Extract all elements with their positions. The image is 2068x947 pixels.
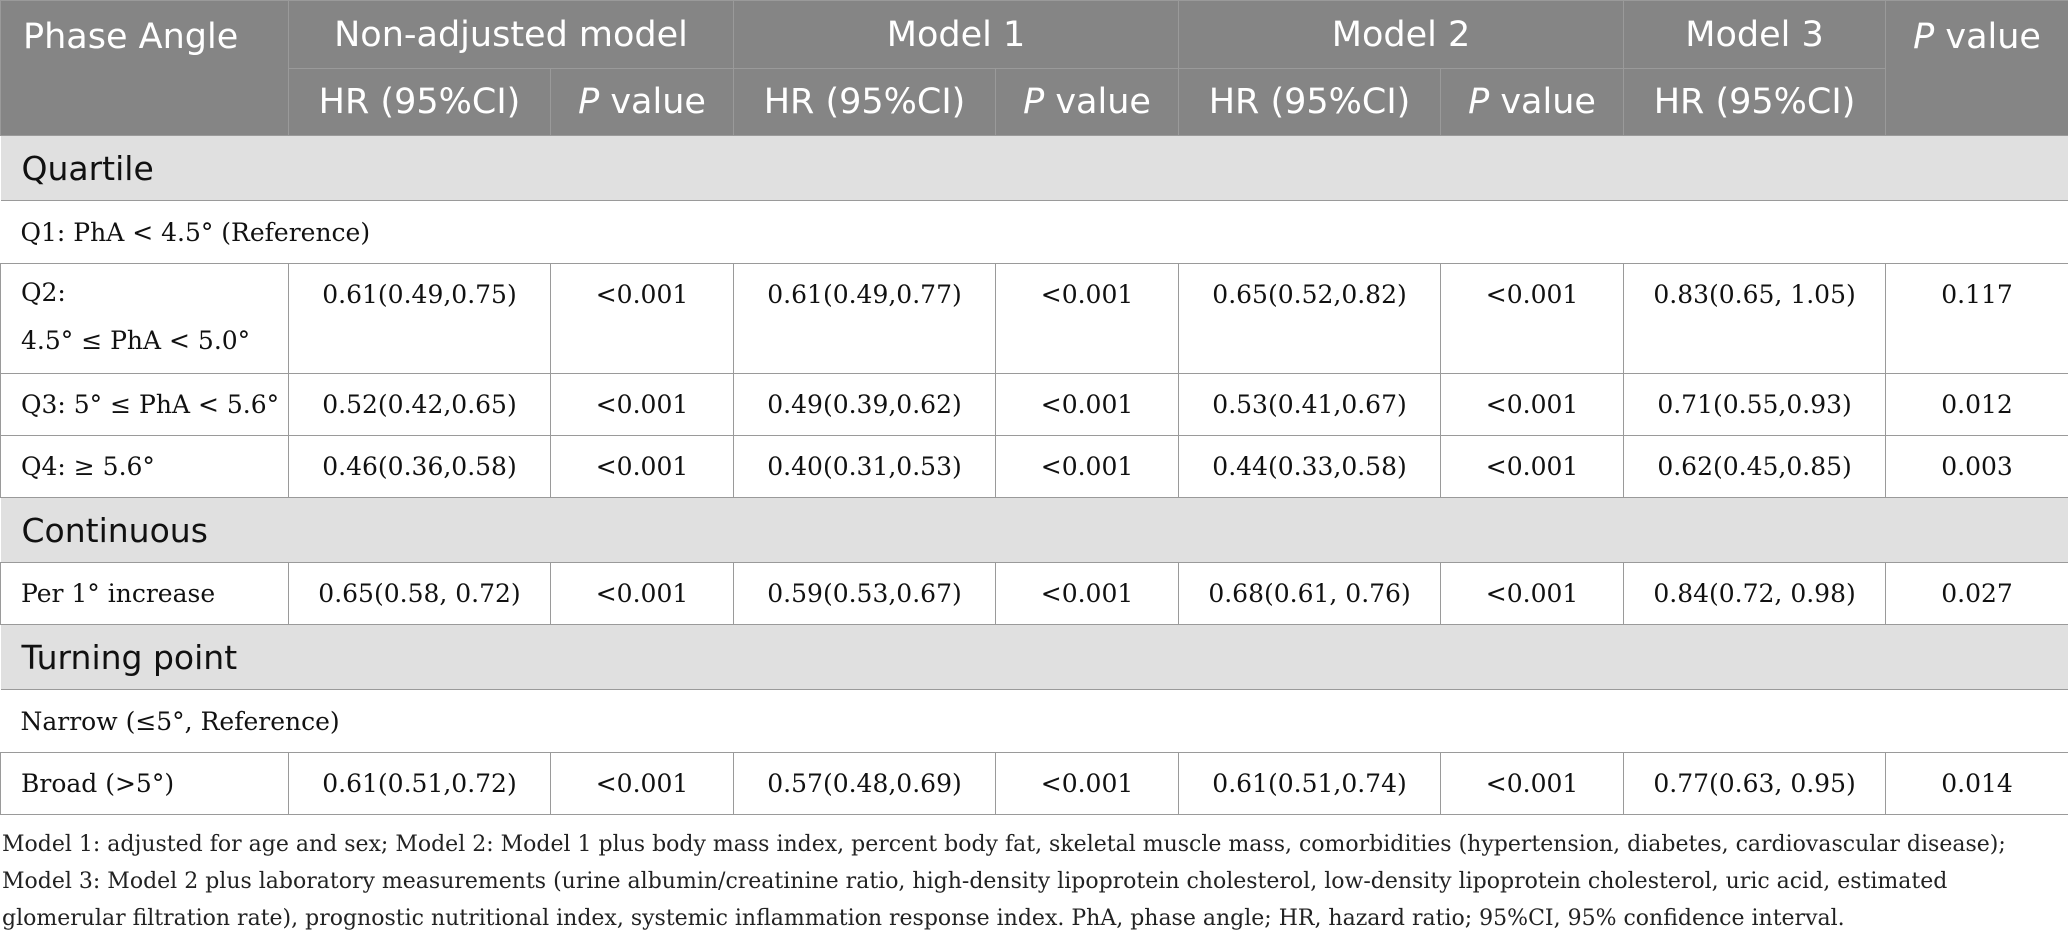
- subheader-hr-model-3: HR (95%CI): [1624, 69, 1886, 136]
- cell-p-non-adjusted: <0.001: [551, 753, 734, 815]
- cell-hr-model-2: 0.61(0.51,0.74): [1179, 753, 1441, 815]
- header-non-adjusted-model: Non-adjusted model: [289, 1, 734, 69]
- cell-hr-model-1: 0.59(0.53,0.67): [734, 563, 996, 625]
- cell-hr-model-2: 0.65(0.52,0.82): [1179, 264, 1441, 374]
- cell-hr-non-adjusted: 0.46(0.36,0.58): [289, 436, 551, 498]
- cell-hr-model-1: 0.57(0.48,0.69): [734, 753, 996, 815]
- cell-p-model-3: 0.012: [1886, 374, 2068, 436]
- table-body: [1, 136, 2068, 815]
- subheader-hr-model-2: HR (95%CI): [1179, 69, 1441, 136]
- row-label-line-1: Q2:: [21, 278, 66, 307]
- section-title: Quartile: [1, 136, 2068, 201]
- cell-hr-model-2: 0.53(0.41,0.67): [1179, 374, 1441, 436]
- cell-hr-model-1: 0.49(0.39,0.62): [734, 374, 996, 436]
- cell-p-model-2: <0.001: [1441, 753, 1624, 815]
- header-p-value-model-3: [1886, 1, 2068, 136]
- cell-p-model-3: 0.117: [1886, 264, 2068, 374]
- row-label: Q4: ≥ 5.6°: [1, 436, 289, 498]
- cell-hr-non-adjusted: 0.52(0.42,0.65): [289, 374, 551, 436]
- cell-p-model-3: 0.027: [1886, 563, 2068, 625]
- table-header: [1, 1, 2068, 136]
- cell-p-model-2: <0.001: [1441, 374, 1624, 436]
- cell-p-model-2: <0.001: [1441, 264, 1624, 374]
- reference-label: Narrow (≤5°, Reference): [1, 690, 2068, 753]
- cell-hr-model-2: 0.44(0.33,0.58): [1179, 436, 1441, 498]
- cell-hr-model-2: 0.68(0.61, 0.76): [1179, 563, 1441, 625]
- reference-row-narrow: [1, 690, 2068, 753]
- cell-p-non-adjusted: <0.001: [551, 563, 734, 625]
- p-value-text: value: [1044, 82, 1151, 122]
- row-label: Per 1° increase: [1, 563, 289, 625]
- cell-p-model-1: <0.001: [996, 374, 1179, 436]
- p-italic: P: [1913, 17, 1935, 57]
- row-label: Broad (>5°): [1, 753, 289, 815]
- header-model-3: Model 3: [1624, 1, 1886, 69]
- cell-hr-non-adjusted: 0.61(0.49,0.75): [289, 264, 551, 374]
- p-value-text: value: [599, 82, 706, 122]
- section-title: Turning point: [1, 625, 2068, 690]
- cell-p-model-3: 0.003: [1886, 436, 2068, 498]
- cell-p-model-2: <0.001: [1441, 436, 1624, 498]
- row-label-line-2: 4.5° ≤ PhA < 5.0°: [21, 326, 251, 355]
- section-title: Continuous: [1, 498, 2068, 563]
- cell-p-non-adjusted: <0.001: [551, 264, 734, 374]
- p-italic: P: [1023, 82, 1045, 122]
- p-italic: P: [578, 82, 600, 122]
- table-row-q4: [1, 436, 2068, 498]
- section-row-quartile: [1, 136, 2068, 201]
- cell-p-non-adjusted: <0.001: [551, 374, 734, 436]
- cell-hr-non-adjusted: 0.61(0.51,0.72): [289, 753, 551, 815]
- header-model-2: Model 2: [1179, 1, 1624, 69]
- cell-hr-model-1: 0.40(0.31,0.53): [734, 436, 996, 498]
- row-label: [1, 264, 289, 374]
- subheader-hr-model-1: HR (95%CI): [734, 69, 996, 136]
- p-italic: P: [1468, 82, 1490, 122]
- p-value-text: value: [1489, 82, 1596, 122]
- row-label: Q3: 5° ≤ PhA < 5.6°: [1, 374, 289, 436]
- table-row-q3: [1, 374, 2068, 436]
- subheader-hr-non-adjusted: HR (95%CI): [289, 69, 551, 136]
- section-row-turning-point: [1, 625, 2068, 690]
- cell-hr-model-1: 0.61(0.49,0.77): [734, 264, 996, 374]
- p-value-text: value: [1934, 17, 2041, 57]
- reference-label: Q1: PhA < 4.5° (Reference): [1, 201, 2068, 264]
- cell-p-model-2: <0.001: [1441, 563, 1624, 625]
- cell-p-model-1: <0.001: [996, 264, 1179, 374]
- cell-hr-model-3: 0.77(0.63, 0.95): [1624, 753, 1886, 815]
- cell-p-model-1: <0.001: [996, 753, 1179, 815]
- cell-hr-model-3: 0.71(0.55,0.93): [1624, 374, 1886, 436]
- table-footnote: Model 1: adjusted for age and sex; Model 2: Model 1 plus body mass index, percent body fat, skeletal muscle mass, comorbidities (hypertension, diabetes, cardiovascular disease); Model 3: Model 2 plus laboratory measurements (urine albumin/creatinine ratio, high-density lipoprotein cholesterol, low-density lipoprotein cholesterol, uric acid, estimated glomerular filtration rate), prognostic nutritional index, systemic inflammation response index. PhA, phase angle; HR, hazard ratio; 95%CI, 95% confidence interval.: [2, 832, 2006, 931]
- subheader-p-model-2: [1441, 69, 1624, 136]
- cell-p-model-3: 0.014: [1886, 753, 2068, 815]
- subheader-p-model-1: [996, 69, 1179, 136]
- subheader-p-non-adjusted: [551, 69, 734, 136]
- header-model-1: Model 1: [734, 1, 1179, 69]
- table-row-q2: [1, 264, 2068, 374]
- cell-p-non-adjusted: <0.001: [551, 436, 734, 498]
- cell-hr-non-adjusted: 0.65(0.58, 0.72): [289, 563, 551, 625]
- table-row-broad: [1, 753, 2068, 815]
- cell-hr-model-3: 0.62(0.45,0.85): [1624, 436, 1886, 498]
- cell-hr-model-3: 0.83(0.65, 1.05): [1624, 264, 1886, 374]
- table-row-per-1-degree: [1, 563, 2068, 625]
- reference-row-q1: [1, 201, 2068, 264]
- cell-p-model-1: <0.001: [996, 436, 1179, 498]
- section-row-continuous: [1, 498, 2068, 563]
- header-phase-angle: Phase Angle: [1, 1, 289, 136]
- cell-p-model-1: <0.001: [996, 563, 1179, 625]
- cell-hr-model-3: 0.84(0.72, 0.98): [1624, 563, 1886, 625]
